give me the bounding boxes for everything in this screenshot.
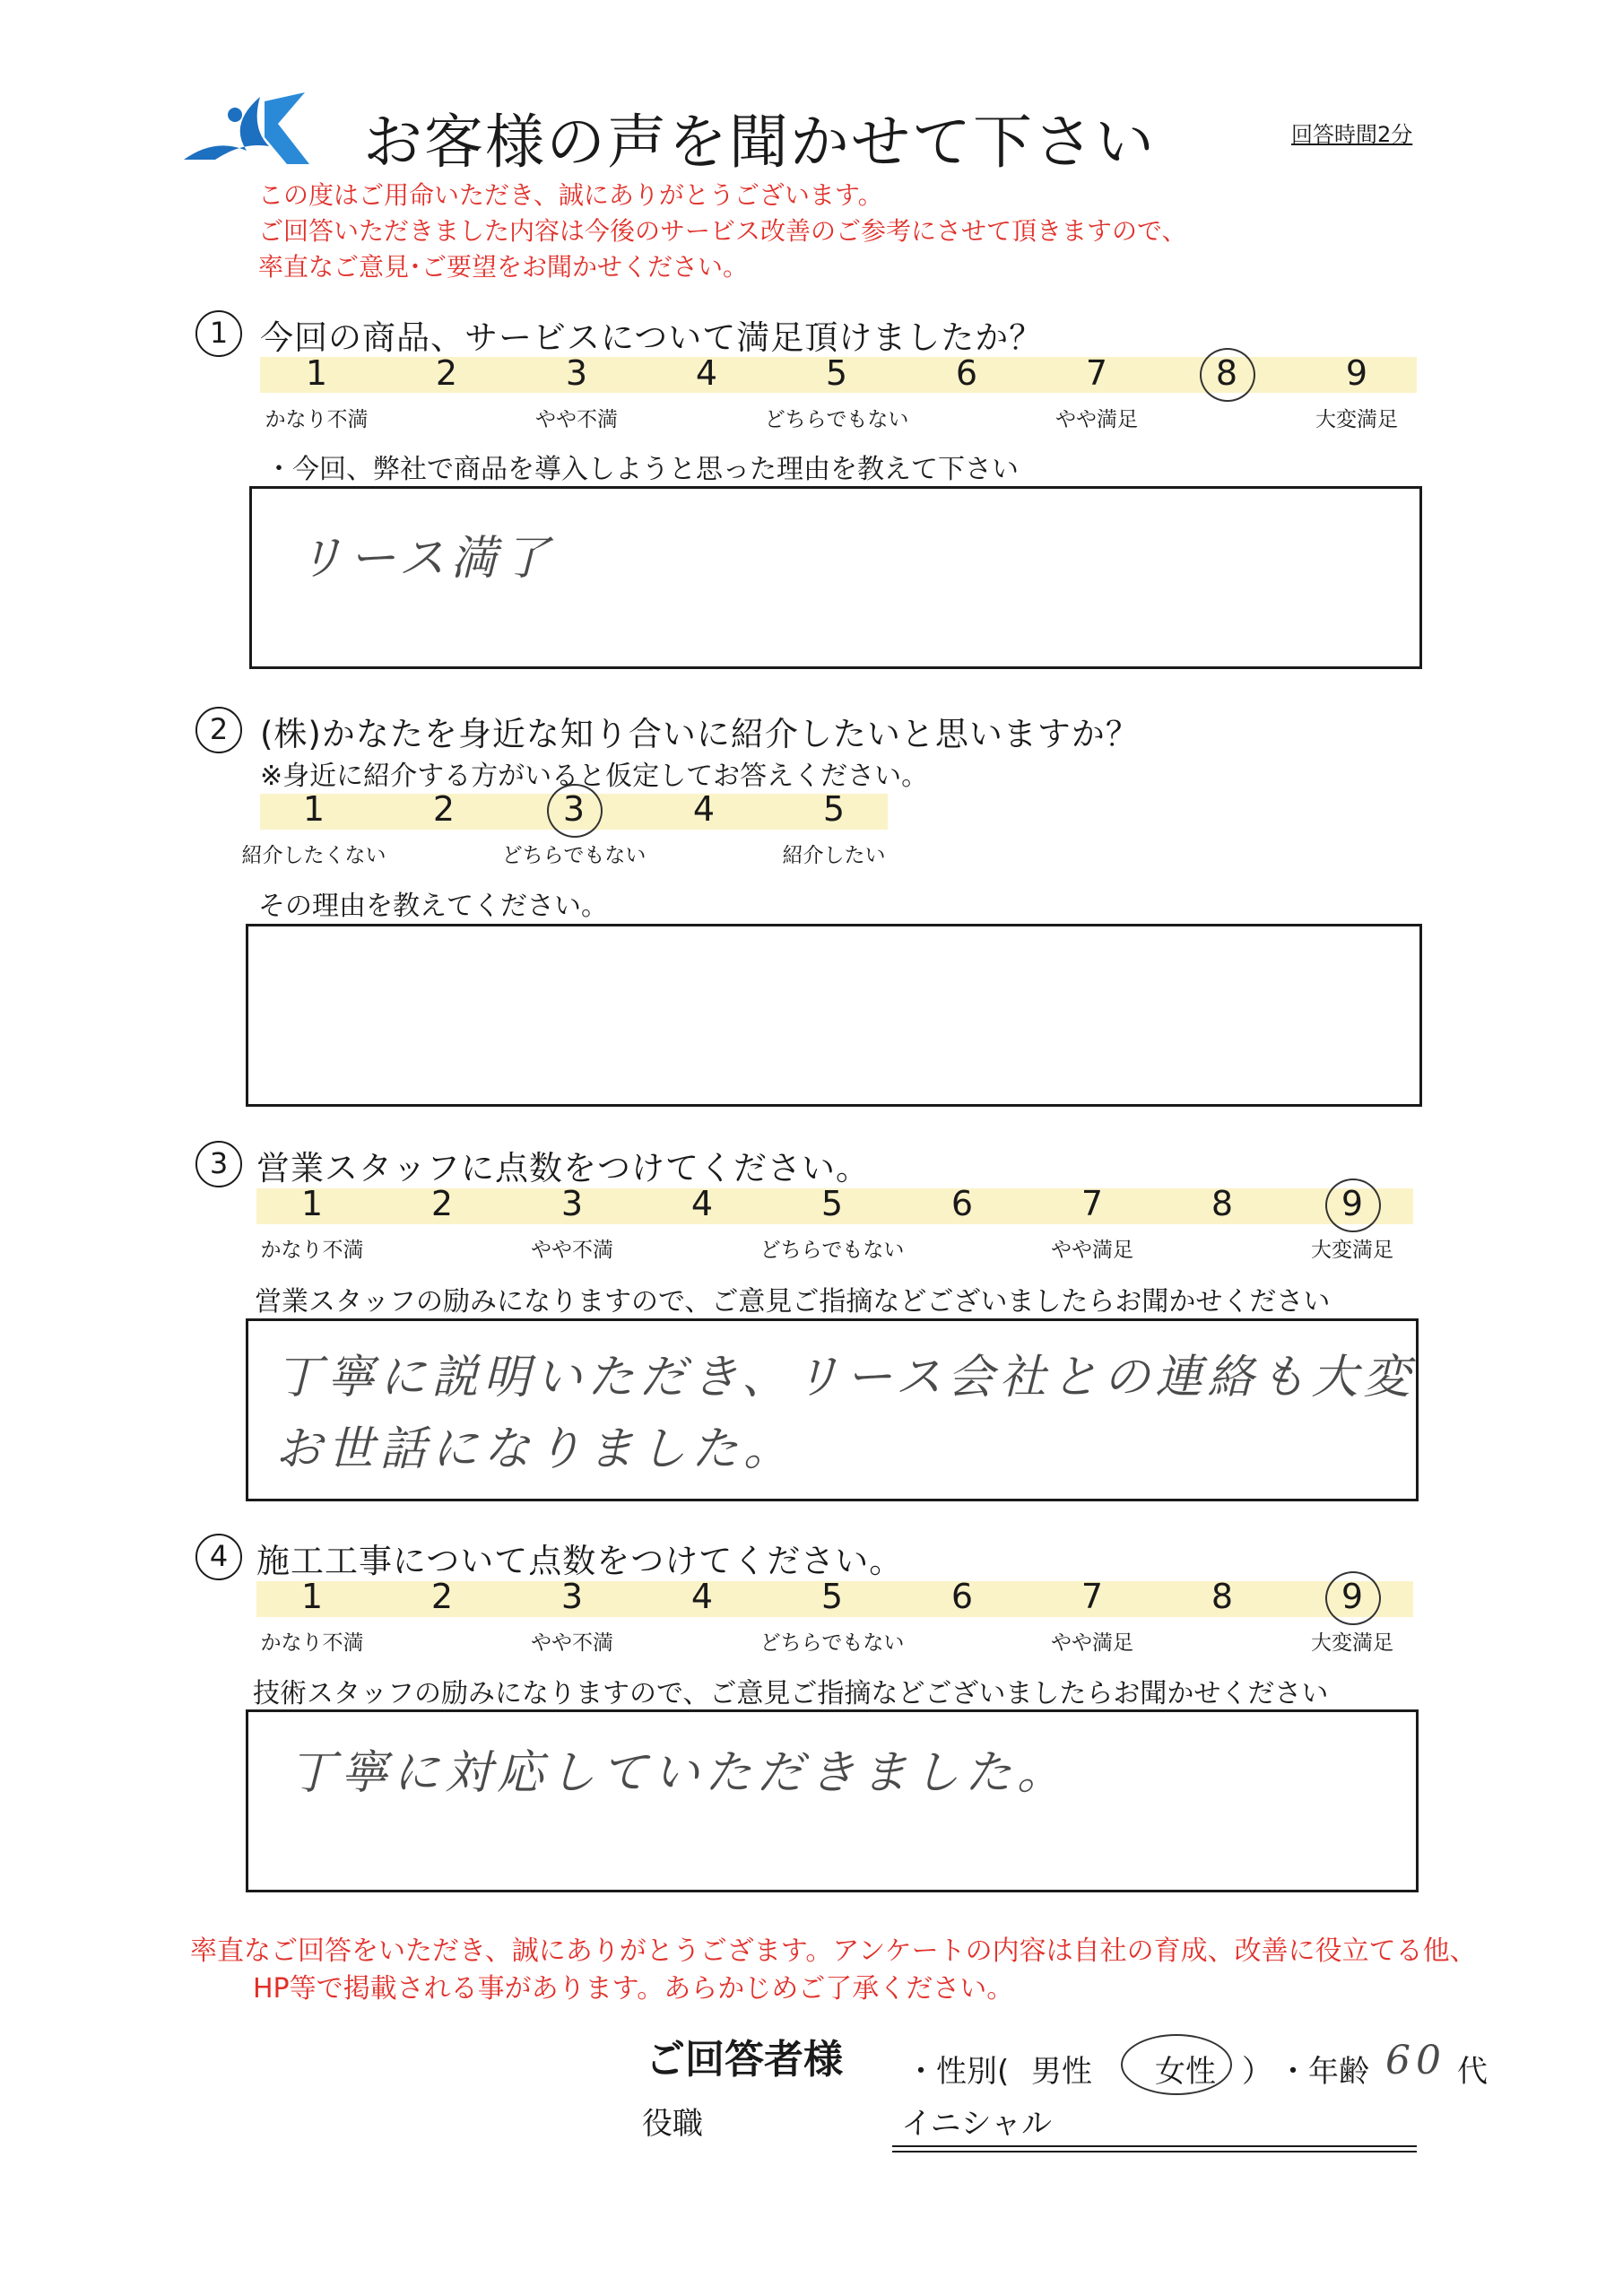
q4-scale-option-5[interactable]: 5 — [820, 1577, 844, 1616]
q2-scale-option-1[interactable]: 1 — [302, 789, 325, 829]
footer-notice — [190, 1933, 1477, 2008]
q1-scale-label: どちらでもない — [764, 408, 909, 431]
q1-scale-option-1[interactable]: 1 — [305, 353, 328, 393]
q3-scale-option-6[interactable]: 6 — [950, 1184, 974, 1223]
intro-text — [258, 178, 1186, 285]
q4-scale-label: かなり不満 — [260, 1631, 364, 1655]
page-title: お客様の声を聞かせて下さい — [363, 108, 1156, 177]
q2-scale-selected-circle — [547, 784, 603, 838]
q1-scale-selected-circle — [1200, 348, 1255, 402]
q3-scale-label: 大変満足 — [1311, 1239, 1393, 1262]
intro-line: この度はご用命いただき、誠にありがとうございます。 — [258, 180, 883, 210]
q4-scale-option-3[interactable]: 3 — [560, 1577, 584, 1616]
q1-scale-option-7[interactable]: 7 — [1085, 353, 1108, 393]
q3-scale-label: かなり不満 — [260, 1239, 364, 1262]
q3-scale-option-3[interactable]: 3 — [560, 1184, 584, 1223]
q3-number: 3 — [195, 1141, 242, 1187]
q4-answer-box[interactable] — [246, 1709, 1419, 1892]
q4-scale-option-8[interactable]: 8 — [1211, 1577, 1234, 1616]
q2-subquestion: その理由を教えてください。 — [258, 891, 608, 922]
position-label: 役職 — [642, 2106, 703, 2142]
q1-subquestion: ・今回、弊社で商品を導入しようと思った理由を教えて下さい — [265, 454, 1019, 485]
q4-scale-option-2[interactable]: 2 — [430, 1577, 454, 1616]
q3-scale-label: やや不満 — [531, 1239, 613, 1262]
q3-answer-line: お世話になりました。 — [275, 1422, 796, 1476]
q4-scale-label: 大変満足 — [1311, 1631, 1393, 1655]
q1-question: 今回の商品、サービスについて満足頂けましたか？ — [260, 318, 1044, 357]
q1-number: 1 — [195, 310, 242, 357]
q4-scale-label: やや不満 — [531, 1631, 613, 1655]
q4-number: 4 — [195, 1534, 242, 1580]
q3-scale-label: やや満足 — [1051, 1239, 1133, 1262]
q2-scale-option-4[interactable]: 4 — [692, 789, 716, 829]
q4-question: 施工工事について点数をつけてください。 — [256, 1542, 904, 1580]
q4-scale-option-9[interactable]: 9 — [1341, 1577, 1364, 1616]
initial-label: イニシャル — [901, 2106, 1052, 2142]
q1-scale-label: 大変満足 — [1315, 408, 1398, 431]
q1-scale-option-2[interactable]: 2 — [435, 353, 458, 393]
q2-note: ※身近に紹介する方がいると仮定してお答えください。 — [260, 761, 929, 792]
q3-subquestion: 営業スタッフの励みになりますので、ご意見ご指摘などございましたらお聞かせください — [255, 1286, 1331, 1318]
q1-scale-option-4[interactable]: 4 — [695, 353, 718, 393]
gender-close: ） — [1242, 2054, 1272, 2090]
q3-scale-option-5[interactable]: 5 — [820, 1184, 844, 1223]
initial-underline — [892, 2145, 1417, 2152]
q2-number: 2 — [195, 707, 242, 753]
q1-answer-text: リース満了 — [297, 532, 555, 586]
q4-scale-selected-circle — [1325, 1571, 1381, 1625]
q1-scale-option-6[interactable]: 6 — [955, 353, 978, 393]
answer-time: 回答時間2分 — [1291, 122, 1413, 147]
q3-scale-selected-circle — [1325, 1178, 1381, 1232]
q2-scale-option-3[interactable]: 3 — [562, 789, 586, 829]
q1-scale-label: やや満足 — [1055, 408, 1138, 431]
q2-scale-option-2[interactable]: 2 — [432, 789, 456, 829]
q3-scale-option-8[interactable]: 8 — [1211, 1184, 1234, 1223]
q3-scale-option-9[interactable]: 9 — [1341, 1184, 1364, 1223]
q4-scale-option-6[interactable]: 6 — [950, 1577, 974, 1616]
intro-line: 率直なご意見･ご要望をお聞かせください。 — [258, 252, 749, 282]
q3-scale-label: どちらでもない — [759, 1239, 905, 1262]
q2-scale-option-5[interactable]: 5 — [822, 789, 846, 829]
q3-answer-line: 丁寧に説明いただき、リース会社との連絡も大変 — [275, 1351, 1416, 1405]
q1-scale-label: かなり不満 — [265, 408, 369, 431]
q4-scale-option-1[interactable]: 1 — [300, 1577, 324, 1616]
q3-answer-box[interactable] — [246, 1318, 1419, 1501]
q4-scale-option-7[interactable]: 7 — [1081, 1577, 1104, 1616]
q1-scale-option-9[interactable]: 9 — [1345, 353, 1368, 393]
q4-scale-label: どちらでもない — [759, 1631, 905, 1655]
intro-line: ご回答いただきました内容は今後のサービス改善のご参考にさせて頂きますので、 — [258, 216, 1187, 246]
q1-scale-option-5[interactable]: 5 — [825, 353, 848, 393]
respondent-title: ご回答者様 — [646, 2037, 843, 2083]
q3-scale-option-7[interactable]: 7 — [1081, 1184, 1104, 1223]
gender-selection-circle — [1121, 2034, 1232, 2095]
q4-subquestion: 技術スタッフの励みになりますので、ご意見ご指摘などございましたらお聞かせください — [253, 1678, 1329, 1709]
footer-line: 率直なご回答をいただき、誠にありがとうござます。アンケートの内容は自社の育成、改善に役立てる他、 — [190, 1935, 1477, 1967]
q3-scale-option-2[interactable]: 2 — [430, 1184, 454, 1223]
age-suffix: 代 — [1457, 2054, 1488, 2090]
q1-scale-label: やや不満 — [535, 408, 618, 431]
footer-line: HP等で掲載される事があります。あらかじめご了承ください。 — [253, 1973, 1014, 2005]
q2-scale-label: 紹介したい — [782, 844, 886, 867]
q1-scale-option-8[interactable]: 8 — [1215, 353, 1238, 393]
q2-scale-label: どちらでもない — [501, 844, 647, 867]
q2-answer-box[interactable] — [246, 924, 1422, 1107]
q3-scale-option-4[interactable]: 4 — [690, 1184, 714, 1223]
q4-scale-label: やや満足 — [1051, 1631, 1133, 1655]
gender-male[interactable]: 男性 — [1031, 2054, 1092, 2090]
gender-label: ・性別( — [906, 2054, 1010, 2090]
age-value[interactable]: 60 — [1385, 2038, 1446, 2083]
age-label: ・年齢 — [1278, 2054, 1369, 2090]
q1-scale-option-3[interactable]: 3 — [565, 353, 588, 393]
gender-female[interactable]: 女性 — [1155, 2054, 1216, 2090]
q2-scale-label: 紹介したくない — [241, 844, 386, 867]
q4-scale-option-4[interactable]: 4 — [690, 1577, 714, 1616]
q2-question: (株)かなたを身近な知り合いに紹介したいと思いますか？ — [260, 715, 1140, 753]
q3-question: 営業スタッフに点数をつけてください。 — [256, 1149, 870, 1187]
q1-answer-box[interactable] — [249, 486, 1422, 669]
q3-scale-option-1[interactable]: 1 — [300, 1184, 324, 1223]
q4-answer-text: 丁寧に対応していただきました。 — [289, 1746, 1070, 1800]
company-logo — [179, 88, 314, 169]
